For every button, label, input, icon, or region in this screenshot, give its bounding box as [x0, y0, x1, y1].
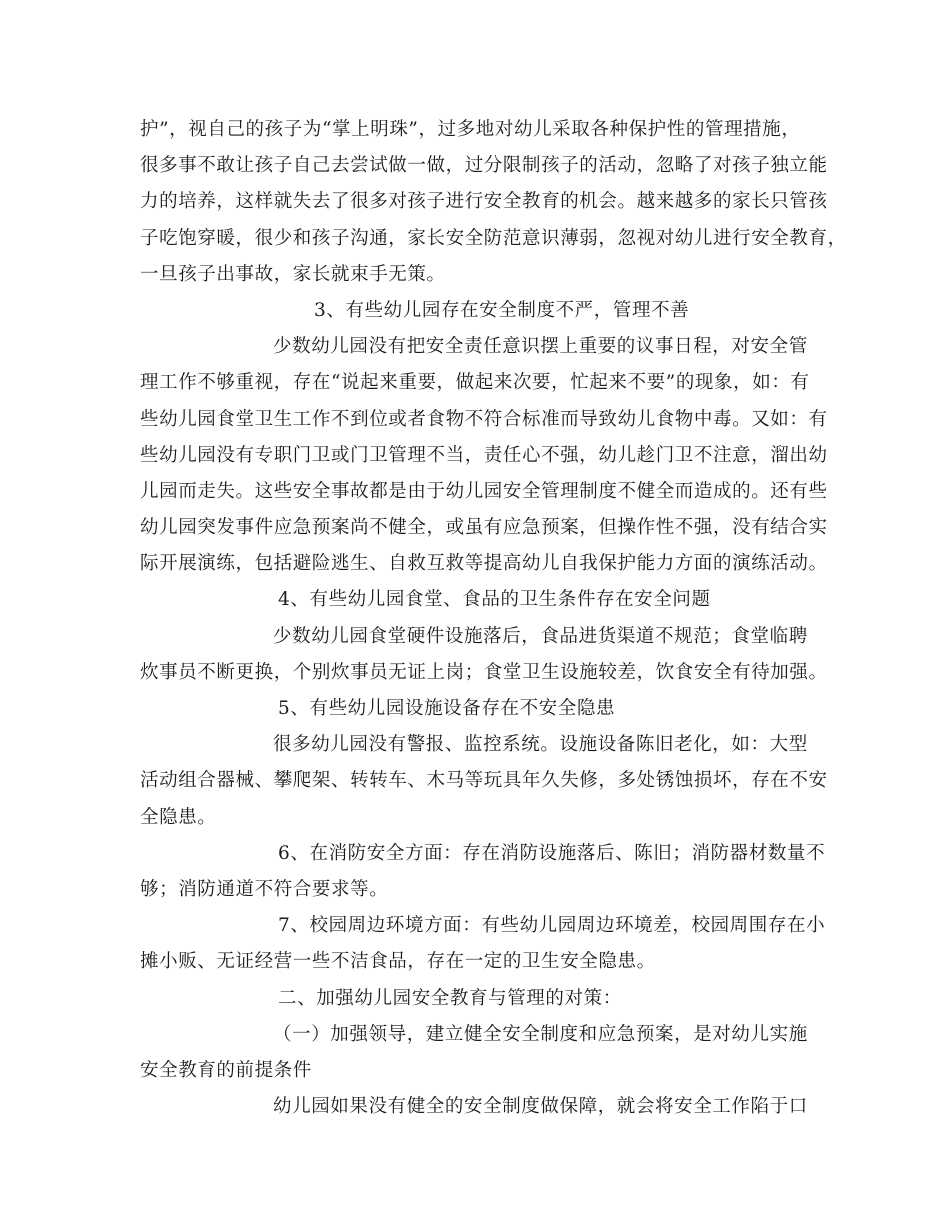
body-line: 力的培养，这样就失去了很多对孩子进行安全教育的机会。越来越多的家长只管孩 [140, 191, 828, 213]
paragraph-start: 很多幼儿园没有警报、监控系统。设施设备陈旧老化，如：大型 [273, 734, 808, 756]
body-line: 一旦孩子出事故，家长就束手无策。 [140, 263, 446, 285]
section-heading-7: 7、校园周边环境方面：有些幼儿园周边环境差，校园周围存在小 [278, 915, 826, 937]
body-line: 全隐患。 [140, 806, 217, 828]
chapter-heading: 二、加强幼儿园安全教育与管理的对策： [278, 987, 622, 1009]
paragraph-start: 少数幼儿园食堂硬件设施落后，食品进货渠道不规范；食堂临聘 [273, 625, 808, 647]
paragraph-start: 少数幼儿园没有把安全责任意识摆上重要的议事日程，对安全管 [273, 336, 808, 358]
section-heading-5: 5、有些幼儿园设施设备存在不安全隐患 [278, 698, 616, 719]
body-line: 很多事不敢让孩子自己去尝试做一做，过分限制孩子的活动，忽略了对孩子独立能 [140, 155, 828, 177]
section-heading-6: 6、在消防安全方面：存在消防设施落后、陈旧；消防器材数量不 [278, 842, 826, 864]
body-line: 够；消防通道不符合要求等。 [140, 878, 389, 900]
body-line: 活动组合器械、攀爬架、转转车、木马等玩具年久失修，多处锈蚀损坏，存在不安 [140, 770, 828, 792]
body-line: 子吃饱穿暖，很少和孩子沟通，家长安全防范意识薄弱，忽视对幼儿进行安全教育， [140, 227, 847, 249]
body-line: 些幼儿园没有专职门卫或门卫管理不当，责任心不强，幼儿趁门卫不注意，溜出幼 [140, 444, 828, 466]
subsection-heading: （一）加强领导，建立健全安全制度和应急预案，是对幼儿实施 [273, 1023, 808, 1045]
paragraph-start: 幼儿园如果没有健全的安全制度做保障，就会将安全工作陷于口 [273, 1096, 808, 1118]
body-line: 儿园而走失。这些安全事故都是由于幼儿园安全管理制度不健全而造成的。还有些 [140, 480, 828, 502]
body-line: 幼儿园突发事件应急预案尚不健全，或虽有应急预案，但操作性不强，没有结合实 [140, 517, 828, 539]
section-heading-3: 3、有些幼儿园存在安全制度不严，管理不善 [314, 299, 690, 321]
body-line: 际开展演练，包括避险逃生、自救互救等提高幼儿自我保护能力方面的演练活动。 [140, 553, 828, 575]
section-heading-4: 4、有些幼儿园食堂、食品的卫生条件存在安全问题 [278, 589, 711, 611]
body-line: 些幼儿园食堂卫生工作不到位或者食物不符合标准而导致幼儿食物中毒。又如：有 [140, 408, 828, 430]
body-line: 摊小贩、无证经营一些不洁食品，存在一定的卫生安全隐患。 [140, 951, 656, 973]
body-line: 炊事员不断更换，个别炊事员无证上岗；食堂卫生设施较差，饮食安全有待加强。 [140, 661, 828, 683]
body-line: 理工作不够重视，存在“说起来重要，做起来次要，忙起来不要”的现象，如：有 [140, 372, 810, 394]
body-line: 护”，视自己的孩子为“掌上明珠”，过多地对幼儿采取各种保护性的管理措施， [140, 119, 801, 140]
document-page [140, 112, 847, 1125]
body-line: 安全教育的前提条件 [140, 1059, 312, 1081]
